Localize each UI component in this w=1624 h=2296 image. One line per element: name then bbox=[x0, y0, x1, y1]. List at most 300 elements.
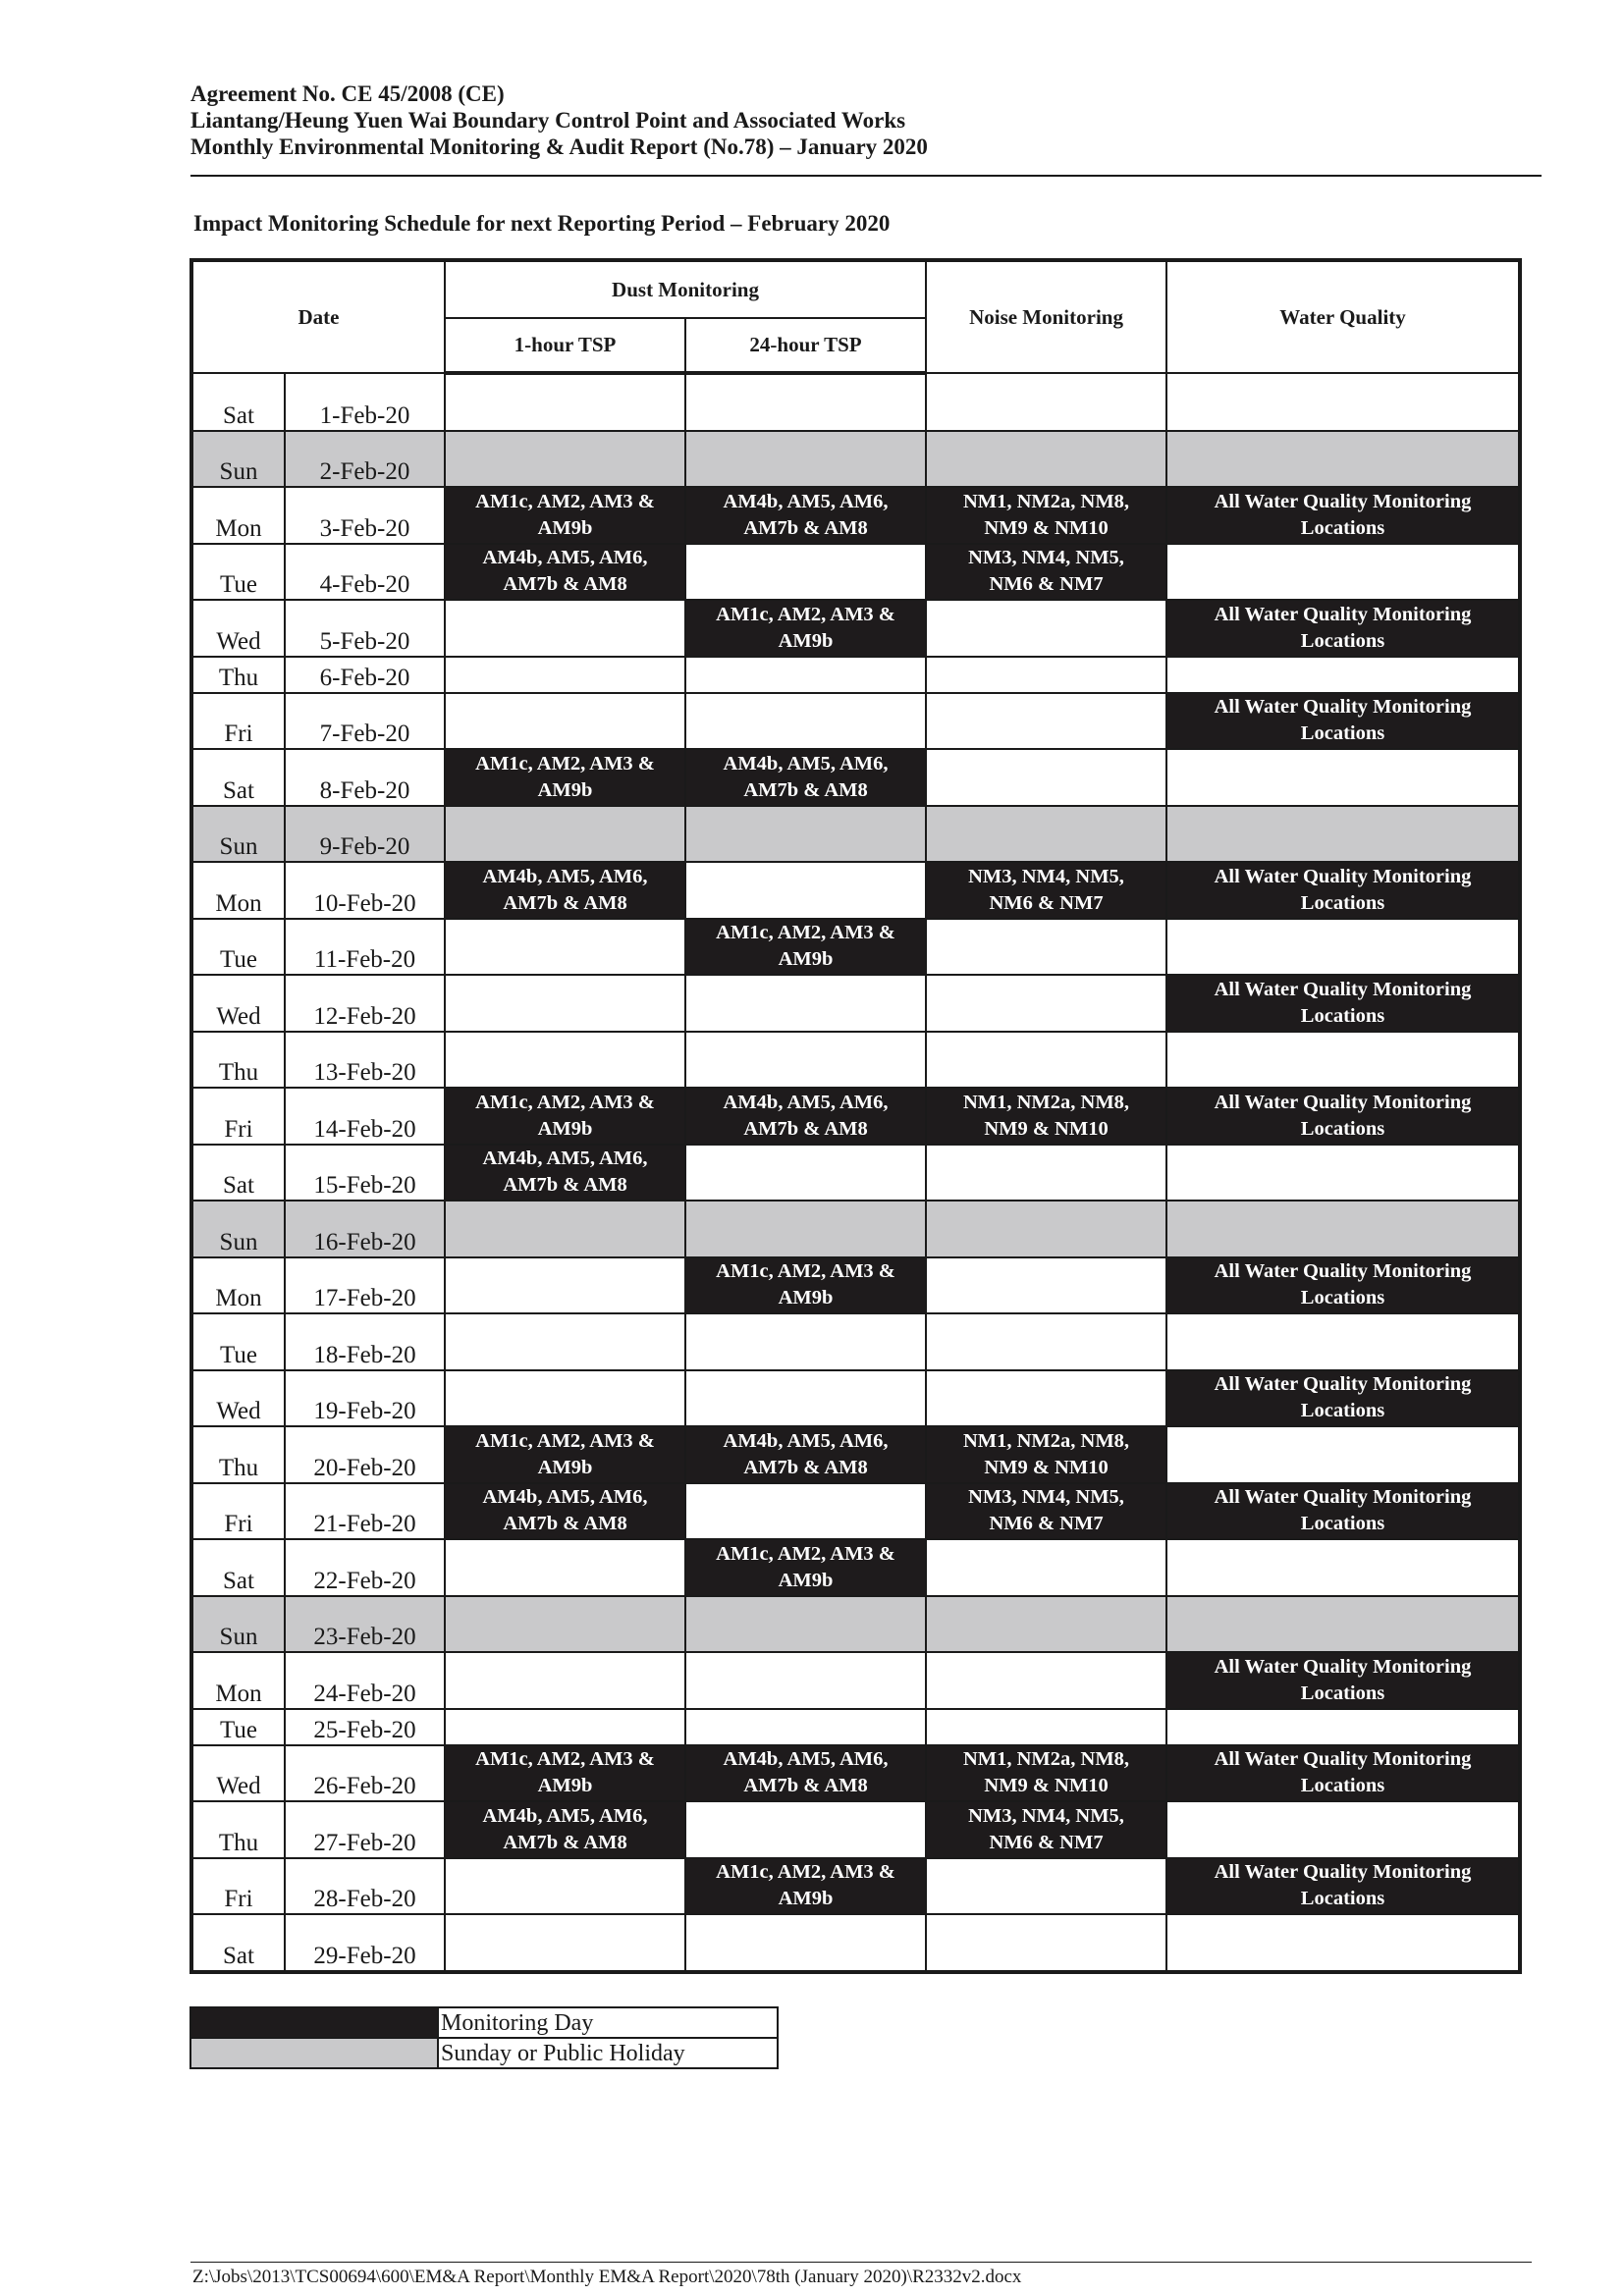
cell-tsp24 bbox=[685, 1801, 926, 1858]
cell-tsp1 bbox=[445, 1801, 685, 1858]
schedule-row bbox=[191, 657, 1520, 693]
cell-text-line: NM9 & NM10 bbox=[984, 1456, 1109, 1478]
row-day: Sat bbox=[191, 373, 285, 431]
row-date: 5-Feb-20 bbox=[285, 600, 445, 657]
cell-tsp1 bbox=[445, 373, 685, 431]
cell-water bbox=[1166, 693, 1520, 750]
cell-tsp1 bbox=[445, 1483, 685, 1540]
cell-tsp1 bbox=[445, 1709, 685, 1745]
row-day: Fri bbox=[191, 1858, 285, 1915]
schedule-row bbox=[191, 487, 1520, 544]
cell-text-line: All Water Quality Monitoring bbox=[1214, 1091, 1472, 1113]
header-24-hour-tsp: 24-hour TSP bbox=[685, 318, 926, 373]
row-day: Sun bbox=[191, 806, 285, 863]
cell-text-line: NM6 & NM7 bbox=[989, 1831, 1104, 1853]
cell-text-line: Locations bbox=[1300, 1888, 1385, 1910]
schedule-row bbox=[191, 1370, 1520, 1427]
cell-water bbox=[1166, 749, 1520, 806]
row-date: 19-Feb-20 bbox=[285, 1370, 445, 1427]
schedule-body bbox=[191, 373, 1520, 1972]
row-day: Sun bbox=[191, 431, 285, 488]
cell-text-line: AM7b & AM8 bbox=[743, 1456, 868, 1478]
cell-water bbox=[1166, 600, 1520, 657]
cell-text-line: AM7b & AM8 bbox=[503, 573, 627, 596]
row-date: 8-Feb-20 bbox=[285, 749, 445, 806]
cell-text-line: AM1c, AM2, AM3 & bbox=[475, 1429, 655, 1452]
cell-water bbox=[1166, 1483, 1520, 1540]
cell-tsp24 bbox=[685, 431, 926, 488]
cell-water bbox=[1166, 1652, 1520, 1709]
row-day: Mon bbox=[191, 1257, 285, 1314]
schedule-row bbox=[191, 1257, 1520, 1314]
schedule-row bbox=[191, 919, 1520, 976]
cell-noise bbox=[926, 806, 1166, 863]
cell-tsp24 bbox=[685, 749, 926, 806]
cell-noise bbox=[926, 1257, 1166, 1314]
cell-text-line: AM4b, AM5, AM6, bbox=[723, 752, 889, 774]
row-day: Sat bbox=[191, 749, 285, 806]
cell-text-line: AM1c, AM2, AM3 & bbox=[475, 490, 655, 512]
cell-text-line: All Water Quality Monitoring bbox=[1214, 1861, 1472, 1884]
cell-water bbox=[1166, 1145, 1520, 1201]
row-day: Tue bbox=[191, 919, 285, 976]
cell-water bbox=[1166, 1370, 1520, 1427]
cell-tsp24 bbox=[685, 1596, 926, 1653]
cell-text-line: AM4b, AM5, AM6, bbox=[723, 1429, 889, 1452]
cell-text-line: Locations bbox=[1300, 1775, 1385, 1797]
cell-tsp1 bbox=[445, 1596, 685, 1653]
cell-tsp24 bbox=[685, 862, 926, 919]
header-project: Liantang/Heung Yuen Wai Boundary Control Point and Associated Works bbox=[190, 108, 906, 133]
cell-water bbox=[1166, 975, 1520, 1032]
row-date: 9-Feb-20 bbox=[285, 806, 445, 863]
schedule-row bbox=[191, 1145, 1520, 1201]
cell-text-line: AM1c, AM2, AM3 & bbox=[475, 752, 655, 774]
cell-text-line: All Water Quality Monitoring bbox=[1214, 696, 1472, 719]
schedule-row bbox=[191, 431, 1520, 488]
cell-text-line: NM1, NM2a, NM8, bbox=[962, 490, 1130, 512]
cell-text-line: NM3, NM4, NM5, bbox=[968, 1804, 1124, 1827]
row-date: 11-Feb-20 bbox=[285, 919, 445, 976]
cell-noise bbox=[926, 1801, 1166, 1858]
cell-text-line: AM7b & AM8 bbox=[503, 1831, 627, 1853]
cell-tsp24 bbox=[685, 975, 926, 1032]
row-date: 6-Feb-20 bbox=[285, 657, 445, 693]
cell-text-line: All Water Quality Monitoring bbox=[1214, 490, 1472, 512]
cell-tsp1 bbox=[445, 1257, 685, 1314]
row-date: 12-Feb-20 bbox=[285, 975, 445, 1032]
cell-text-line: AM1c, AM2, AM3 & bbox=[716, 1260, 895, 1283]
cell-text-line: AM7b & AM8 bbox=[743, 1117, 868, 1140]
cell-text-line: NM9 & NM10 bbox=[984, 1117, 1109, 1140]
row-day: Sun bbox=[191, 1201, 285, 1257]
schedule-row bbox=[191, 1596, 1520, 1653]
cell-tsp1 bbox=[445, 693, 685, 750]
row-day: Fri bbox=[191, 1088, 285, 1145]
cell-noise bbox=[926, 1426, 1166, 1483]
cell-water bbox=[1166, 1313, 1520, 1370]
schedule-row bbox=[191, 693, 1520, 750]
cell-text-line: AM9b bbox=[778, 948, 834, 971]
cell-tsp24 bbox=[685, 1426, 926, 1483]
cell-noise bbox=[926, 862, 1166, 919]
cell-text-line: AM1c, AM2, AM3 & bbox=[475, 1091, 655, 1113]
cell-tsp1 bbox=[445, 1370, 685, 1427]
cell-text-line: All Water Quality Monitoring bbox=[1214, 1486, 1472, 1509]
row-date: 17-Feb-20 bbox=[285, 1257, 445, 1314]
schedule-row bbox=[191, 806, 1520, 863]
row-day: Wed bbox=[191, 975, 285, 1032]
cell-noise bbox=[926, 1145, 1166, 1201]
cell-text-line: AM4b, AM5, AM6, bbox=[723, 490, 889, 512]
cell-tsp24 bbox=[685, 544, 926, 601]
cell-text-line: AM4b, AM5, AM6, bbox=[723, 1748, 889, 1771]
cell-text-line: AM7b & AM8 bbox=[743, 516, 868, 539]
cell-text-line: NM3, NM4, NM5, bbox=[968, 1486, 1124, 1509]
cell-tsp24 bbox=[685, 1088, 926, 1145]
schedule-row bbox=[191, 1539, 1520, 1596]
cell-water bbox=[1166, 1426, 1520, 1483]
cell-text-line: NM6 & NM7 bbox=[989, 573, 1104, 596]
cell-text-line: AM9b bbox=[537, 1456, 593, 1478]
cell-tsp1 bbox=[445, 657, 685, 693]
document-header bbox=[190, 80, 1536, 160]
row-date: 25-Feb-20 bbox=[285, 1709, 445, 1745]
cell-text-line: AM9b bbox=[778, 629, 834, 652]
cell-water bbox=[1166, 1914, 1520, 1972]
row-date: 26-Feb-20 bbox=[285, 1745, 445, 1802]
cell-tsp24 bbox=[685, 1914, 926, 1972]
legend-swatch-monitoring bbox=[190, 2007, 438, 2038]
cell-tsp1 bbox=[445, 862, 685, 919]
cell-water bbox=[1166, 1801, 1520, 1858]
cell-noise bbox=[926, 919, 1166, 976]
cell-text-line: AM1c, AM2, AM3 & bbox=[475, 1748, 655, 1771]
cell-text-line: AM9b bbox=[537, 1775, 593, 1797]
row-day: Thu bbox=[191, 1426, 285, 1483]
cell-text-line: Locations bbox=[1300, 1400, 1385, 1422]
row-date: 24-Feb-20 bbox=[285, 1652, 445, 1709]
cell-text-line: All Water Quality Monitoring bbox=[1214, 1260, 1472, 1283]
cell-water bbox=[1166, 1745, 1520, 1802]
cell-tsp1 bbox=[445, 1088, 685, 1145]
cell-tsp1 bbox=[445, 1201, 685, 1257]
row-day: Fri bbox=[191, 693, 285, 750]
cell-tsp24 bbox=[685, 373, 926, 431]
schedule-row bbox=[191, 1032, 1520, 1089]
cell-text-line: AM9b bbox=[537, 778, 593, 801]
cell-tsp24 bbox=[685, 487, 926, 544]
cell-water bbox=[1166, 657, 1520, 693]
row-date: 7-Feb-20 bbox=[285, 693, 445, 750]
cell-text-line: All Water Quality Monitoring bbox=[1214, 865, 1472, 887]
cell-text-line: All Water Quality Monitoring bbox=[1214, 603, 1472, 625]
cell-water bbox=[1166, 1257, 1520, 1314]
cell-tsp1 bbox=[445, 1426, 685, 1483]
cell-text-line: Locations bbox=[1300, 1682, 1385, 1704]
cell-water bbox=[1166, 1596, 1520, 1653]
cell-noise bbox=[926, 1088, 1166, 1145]
row-date: 15-Feb-20 bbox=[285, 1145, 445, 1201]
cell-text-line: NM3, NM4, NM5, bbox=[968, 547, 1124, 569]
cell-text-line: NM9 & NM10 bbox=[984, 1775, 1109, 1797]
cell-water bbox=[1166, 1709, 1520, 1745]
header-noise-monitoring: Noise Monitoring bbox=[926, 260, 1166, 373]
footer-file-path: Z:\Jobs\2013\TCS00694\600\EM&A Report\Monthly EM&A Report\2020\78th (January 2020)\R2332v2.docx bbox=[192, 2267, 1022, 2287]
row-day: Mon bbox=[191, 487, 285, 544]
cell-text-line: AM7b & AM8 bbox=[503, 1513, 627, 1535]
cell-text-line: Locations bbox=[1300, 1513, 1385, 1535]
cell-tsp1 bbox=[445, 1858, 685, 1915]
cell-text-line: NM6 & NM7 bbox=[989, 891, 1104, 914]
footer-divider bbox=[190, 2262, 1532, 2263]
header-agreement: Agreement No. CE 45/2008 (CE) bbox=[190, 81, 505, 106]
row-day: Thu bbox=[191, 657, 285, 693]
cell-noise bbox=[926, 487, 1166, 544]
cell-text-line: NM3, NM4, NM5, bbox=[968, 865, 1124, 887]
cell-text-line: AM4b, AM5, AM6, bbox=[482, 1486, 648, 1509]
cell-noise bbox=[926, 657, 1166, 693]
cell-text-line: All Water Quality Monitoring bbox=[1214, 1748, 1472, 1771]
row-day: Thu bbox=[191, 1801, 285, 1858]
row-day: Tue bbox=[191, 1709, 285, 1745]
cell-text-line: Locations bbox=[1300, 629, 1385, 652]
schedule-row bbox=[191, 1201, 1520, 1257]
cell-tsp24 bbox=[685, 1539, 926, 1596]
cell-tsp1 bbox=[445, 1745, 685, 1802]
cell-tsp1 bbox=[445, 431, 685, 488]
cell-tsp24 bbox=[685, 1858, 926, 1915]
schedule-row bbox=[191, 600, 1520, 657]
schedule-row bbox=[191, 1745, 1520, 1802]
cell-water bbox=[1166, 1032, 1520, 1089]
cell-text-line: AM4b, AM5, AM6, bbox=[482, 547, 648, 569]
row-date: 10-Feb-20 bbox=[285, 862, 445, 919]
cell-noise bbox=[926, 544, 1166, 601]
legend-label-monitoring: Monitoring Day bbox=[438, 2007, 778, 2038]
cell-noise bbox=[926, 1201, 1166, 1257]
row-date: 16-Feb-20 bbox=[285, 1201, 445, 1257]
cell-noise bbox=[926, 1596, 1166, 1653]
row-day: Mon bbox=[191, 862, 285, 919]
row-date: 20-Feb-20 bbox=[285, 1426, 445, 1483]
cell-water bbox=[1166, 1539, 1520, 1596]
cell-tsp24 bbox=[685, 1483, 926, 1540]
cell-text-line: All Water Quality Monitoring bbox=[1214, 1655, 1472, 1678]
cell-text-line: AM4b, AM5, AM6, bbox=[482, 865, 648, 887]
cell-text-line: Locations bbox=[1300, 722, 1385, 745]
row-day: Sat bbox=[191, 1914, 285, 1972]
header-report: Monthly Environmental Monitoring & Audit Report (No.78) – January 2020 bbox=[190, 134, 928, 159]
cell-tsp24 bbox=[685, 1257, 926, 1314]
cell-tsp24 bbox=[685, 657, 926, 693]
cell-tsp24 bbox=[685, 1145, 926, 1201]
row-date: 27-Feb-20 bbox=[285, 1801, 445, 1858]
schedule-row bbox=[191, 544, 1520, 601]
schedule-row bbox=[191, 862, 1520, 919]
cell-text-line: AM9b bbox=[537, 1117, 593, 1140]
row-date: 29-Feb-20 bbox=[285, 1914, 445, 1972]
legend-label-holiday: Sunday or Public Holiday bbox=[438, 2038, 778, 2068]
cell-noise bbox=[926, 749, 1166, 806]
cell-text-line: NM1, NM2a, NM8, bbox=[962, 1429, 1130, 1452]
cell-tsp1 bbox=[445, 1032, 685, 1089]
cell-text-line: AM7b & AM8 bbox=[503, 891, 627, 914]
schedule-row bbox=[191, 975, 1520, 1032]
cell-noise bbox=[926, 1709, 1166, 1745]
cell-tsp24 bbox=[685, 1370, 926, 1427]
legend-row-holiday bbox=[190, 2038, 778, 2068]
cell-noise bbox=[926, 975, 1166, 1032]
cell-noise bbox=[926, 431, 1166, 488]
cell-text-line: Locations bbox=[1300, 1287, 1385, 1309]
cell-tsp24 bbox=[685, 1032, 926, 1089]
cell-text-line: AM7b & AM8 bbox=[503, 1174, 627, 1197]
row-date: 3-Feb-20 bbox=[285, 487, 445, 544]
cell-tsp1 bbox=[445, 1313, 685, 1370]
header-dust-monitoring: Dust Monitoring bbox=[445, 260, 926, 318]
row-day: Sun bbox=[191, 1596, 285, 1653]
schedule-row bbox=[191, 1652, 1520, 1709]
cell-text-line: AM9b bbox=[778, 1569, 834, 1591]
cell-tsp1 bbox=[445, 600, 685, 657]
cell-tsp24 bbox=[685, 1709, 926, 1745]
schedule-row bbox=[191, 1709, 1520, 1745]
cell-noise bbox=[926, 373, 1166, 431]
cell-tsp24 bbox=[685, 600, 926, 657]
cell-tsp24 bbox=[685, 1201, 926, 1257]
row-date: 4-Feb-20 bbox=[285, 544, 445, 601]
row-day: Wed bbox=[191, 1370, 285, 1427]
cell-noise bbox=[926, 1652, 1166, 1709]
row-day: Wed bbox=[191, 600, 285, 657]
cell-text-line: NM9 & NM10 bbox=[984, 516, 1109, 539]
cell-text-line: AM1c, AM2, AM3 & bbox=[716, 1542, 895, 1565]
cell-noise bbox=[926, 1483, 1166, 1540]
cell-water bbox=[1166, 487, 1520, 544]
row-date: 23-Feb-20 bbox=[285, 1596, 445, 1653]
cell-tsp1 bbox=[445, 749, 685, 806]
row-day: Thu bbox=[191, 1032, 285, 1089]
cell-text-line: AM9b bbox=[778, 1287, 834, 1309]
legend-swatch-holiday bbox=[190, 2038, 438, 2068]
cell-text-line: Locations bbox=[1300, 516, 1385, 539]
cell-water bbox=[1166, 544, 1520, 601]
cell-text-line: All Water Quality Monitoring bbox=[1214, 1373, 1472, 1396]
cell-noise bbox=[926, 1313, 1166, 1370]
row-date: 28-Feb-20 bbox=[285, 1858, 445, 1915]
cell-water bbox=[1166, 919, 1520, 976]
cell-text-line: NM1, NM2a, NM8, bbox=[962, 1748, 1130, 1771]
row-date: 13-Feb-20 bbox=[285, 1032, 445, 1089]
cell-tsp24 bbox=[685, 1745, 926, 1802]
row-day: Wed bbox=[191, 1745, 285, 1802]
schedule-row bbox=[191, 1088, 1520, 1145]
cell-text-line: AM7b & AM8 bbox=[743, 778, 868, 801]
cell-water bbox=[1166, 1201, 1520, 1257]
cell-tsp24 bbox=[685, 806, 926, 863]
cell-text-line: Locations bbox=[1300, 1004, 1385, 1027]
schedule-row bbox=[191, 1426, 1520, 1483]
cell-noise bbox=[926, 600, 1166, 657]
cell-noise bbox=[926, 1032, 1166, 1089]
cell-tsp1 bbox=[445, 919, 685, 976]
cell-noise bbox=[926, 693, 1166, 750]
schedule-row bbox=[191, 1313, 1520, 1370]
row-date: 18-Feb-20 bbox=[285, 1313, 445, 1370]
cell-text-line: All Water Quality Monitoring bbox=[1214, 978, 1472, 1000]
cell-water bbox=[1166, 1858, 1520, 1915]
header-water-quality: Water Quality bbox=[1166, 260, 1520, 373]
cell-water bbox=[1166, 806, 1520, 863]
section-title: Impact Monitoring Schedule for next Reporting Period – February 2020 bbox=[193, 211, 891, 236]
cell-tsp1 bbox=[445, 1145, 685, 1201]
cell-water bbox=[1166, 862, 1520, 919]
cell-text-line: AM4b, AM5, AM6, bbox=[482, 1148, 648, 1170]
cell-tsp24 bbox=[685, 919, 926, 976]
cell-text-line: AM1c, AM2, AM3 & bbox=[716, 922, 895, 944]
row-date: 1-Feb-20 bbox=[285, 373, 445, 431]
schedule-row bbox=[191, 1858, 1520, 1915]
row-day: Sat bbox=[191, 1539, 285, 1596]
cell-tsp1 bbox=[445, 1914, 685, 1972]
cell-tsp1 bbox=[445, 975, 685, 1032]
row-day: Fri bbox=[191, 1483, 285, 1540]
cell-tsp24 bbox=[685, 1652, 926, 1709]
row-day: Sat bbox=[191, 1145, 285, 1201]
schedule-row bbox=[191, 1914, 1520, 1972]
row-day: Tue bbox=[191, 544, 285, 601]
cell-text-line: AM9b bbox=[778, 1888, 834, 1910]
cell-text-line: NM1, NM2a, NM8, bbox=[962, 1091, 1130, 1113]
cell-text-line: AM1c, AM2, AM3 & bbox=[716, 603, 895, 625]
schedule-row bbox=[191, 749, 1520, 806]
row-day: Mon bbox=[191, 1652, 285, 1709]
cell-text-line: Locations bbox=[1300, 1117, 1385, 1140]
cell-tsp1 bbox=[445, 487, 685, 544]
cell-noise bbox=[926, 1914, 1166, 1972]
cell-text-line: AM4b, AM5, AM6, bbox=[482, 1804, 648, 1827]
cell-tsp1 bbox=[445, 1652, 685, 1709]
cell-noise bbox=[926, 1370, 1166, 1427]
cell-tsp1 bbox=[445, 1539, 685, 1596]
cell-tsp24 bbox=[685, 1313, 926, 1370]
row-date: 2-Feb-20 bbox=[285, 431, 445, 488]
header-1-hour-tsp: 1-hour TSP bbox=[445, 318, 685, 373]
cell-text-line: AM4b, AM5, AM6, bbox=[723, 1091, 889, 1113]
cell-tsp24 bbox=[685, 693, 926, 750]
schedule-row bbox=[191, 1483, 1520, 1540]
cell-text-line: AM7b & AM8 bbox=[743, 1775, 868, 1797]
cell-text-line: AM1c, AM2, AM3 & bbox=[716, 1861, 895, 1884]
monitoring-schedule-table bbox=[189, 258, 1522, 1974]
schedule-row bbox=[191, 1801, 1520, 1858]
cell-text-line: AM9b bbox=[537, 516, 593, 539]
legend bbox=[189, 2006, 779, 2069]
row-date: 14-Feb-20 bbox=[285, 1088, 445, 1145]
cell-noise bbox=[926, 1858, 1166, 1915]
cell-noise bbox=[926, 1745, 1166, 1802]
cell-tsp1 bbox=[445, 806, 685, 863]
cell-water bbox=[1166, 373, 1520, 431]
schedule-row bbox=[191, 373, 1520, 431]
header-date: Date bbox=[191, 260, 445, 373]
cell-water bbox=[1166, 1088, 1520, 1145]
cell-tsp1 bbox=[445, 544, 685, 601]
cell-water bbox=[1166, 431, 1520, 488]
row-date: 21-Feb-20 bbox=[285, 1483, 445, 1540]
cell-text-line: Locations bbox=[1300, 891, 1385, 914]
